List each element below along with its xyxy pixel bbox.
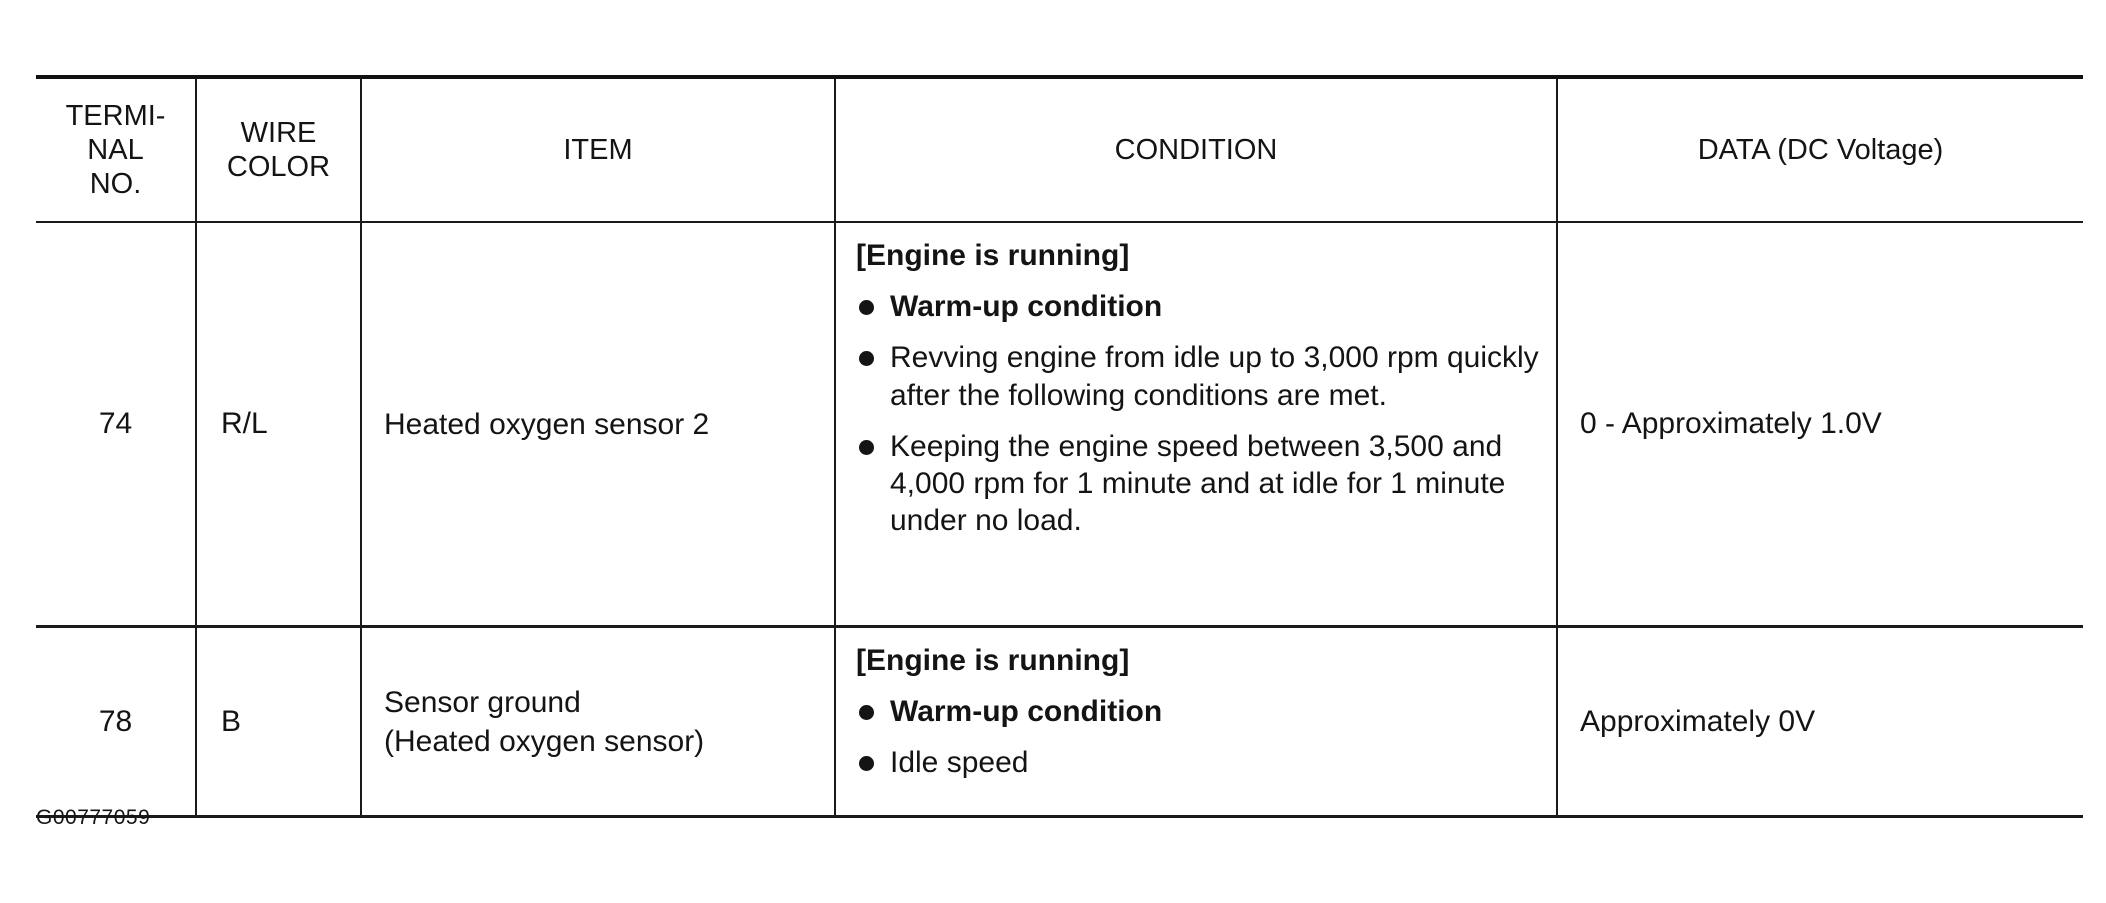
bullet-icon xyxy=(859,756,874,771)
bullet-icon xyxy=(859,440,874,455)
table-header-row xyxy=(36,77,2083,222)
data-voltage: Approximately 0V xyxy=(1557,627,2083,817)
condition-item xyxy=(856,428,1540,540)
item-name: Sensor ground (Heated oxygen sensor) xyxy=(361,627,835,817)
wire-color: R/L xyxy=(196,222,361,627)
condition-item xyxy=(856,339,1540,413)
condition-text: Warm-up condition xyxy=(890,695,1163,729)
condition-text: Idle speed xyxy=(890,746,1029,780)
condition-item xyxy=(856,288,1540,325)
condition-list xyxy=(856,693,1540,781)
condition-item xyxy=(856,693,1540,730)
table-row xyxy=(36,222,2083,627)
header-data: DATA (DC Voltage) xyxy=(1557,77,2083,222)
table-row xyxy=(36,627,2083,817)
condition-list xyxy=(856,288,1540,539)
bullet-icon xyxy=(859,351,874,366)
condition-heading: [Engine is running] xyxy=(856,644,1130,677)
data-voltage: 0 - Approximately 1.0V xyxy=(1557,222,2083,627)
item-name: Heated oxygen sensor 2 xyxy=(361,222,835,627)
condition-heading: [Engine is running] xyxy=(856,239,1130,272)
condition-text: Revving engine from idle up to 3,000 rpm quickly after the following conditions are met. xyxy=(890,341,1539,412)
wire-color: B xyxy=(196,627,361,817)
figure-id: G00777059 xyxy=(36,806,151,829)
header-item: ITEM xyxy=(361,77,835,222)
header-terminal-no: TERMI- NAL NO. xyxy=(36,77,196,222)
header-wire-color: WIRE COLOR xyxy=(196,77,361,222)
bullet-icon xyxy=(859,300,874,315)
terminal-number: 74 xyxy=(36,222,196,627)
condition-text: Warm-up condition xyxy=(890,290,1163,324)
condition-cell xyxy=(835,627,1557,817)
condition-cell xyxy=(835,222,1557,627)
terminal-number: 78 xyxy=(36,627,196,817)
header-condition: CONDITION xyxy=(835,77,1557,222)
bullet-icon xyxy=(859,705,874,720)
terminal-data-table xyxy=(36,75,2083,818)
condition-text: Keeping the engine speed between 3,500 and 4,000 rpm for 1 minute and at idle for 1 minute under no load. xyxy=(890,429,1506,538)
condition-item xyxy=(856,744,1540,781)
